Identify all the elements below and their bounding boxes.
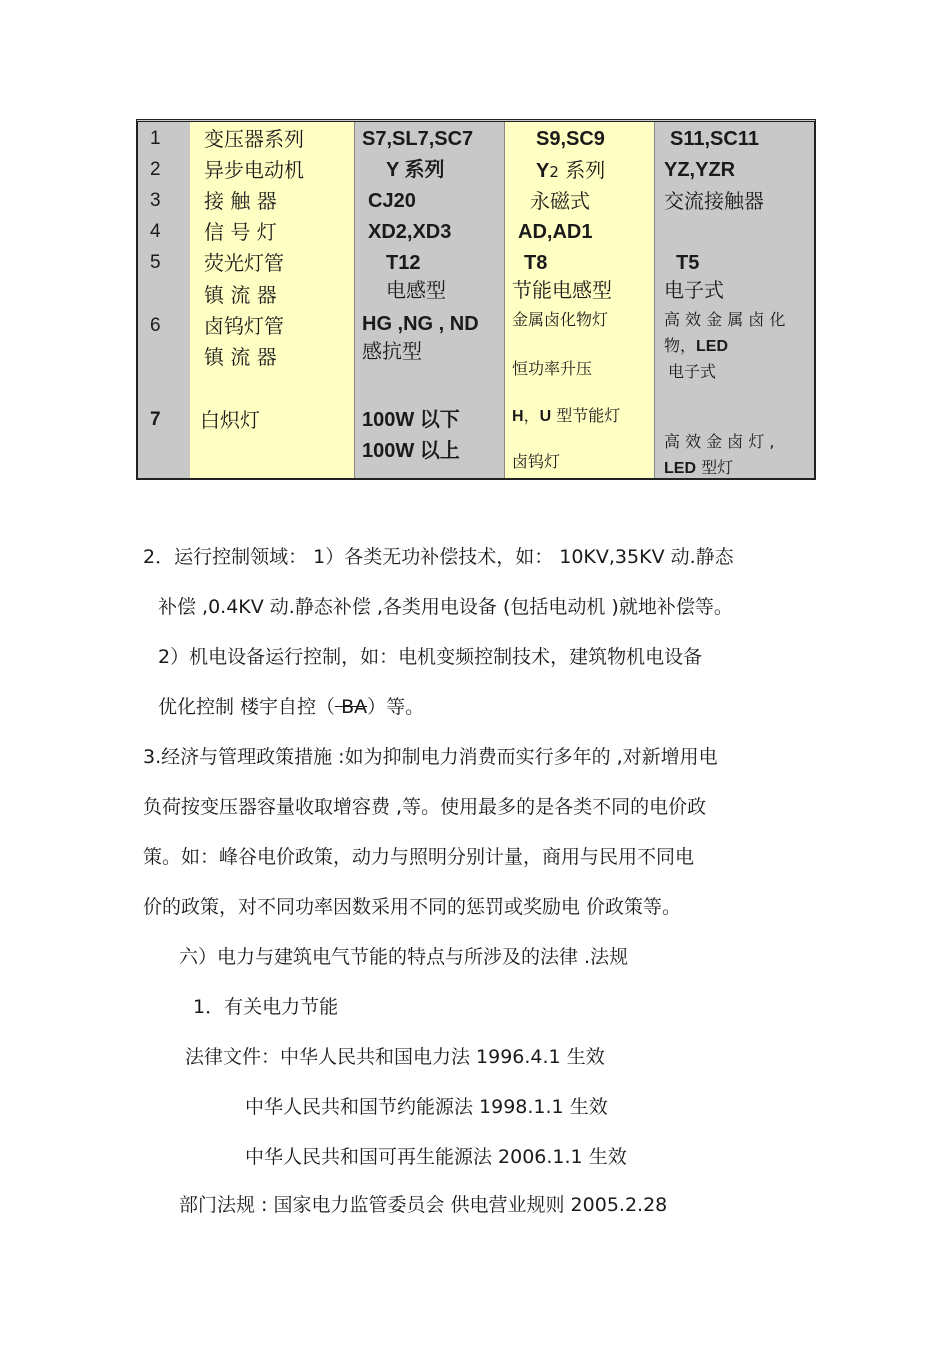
law-line1: 法律文件：中华人民共和国电力法 1996.4.1 生效 — [185, 1046, 605, 1068]
cell-old: 100W 以下 — [362, 409, 460, 431]
cell-mid: 金属卤化物灯 — [512, 310, 609, 329]
para-control-line1: 2．运行控制领域： 1）各类无功补偿技术，如： 10KV,35KV 动.静态 — [143, 546, 734, 568]
cell-old-sub: 100W 以上 — [362, 440, 460, 462]
cell-new-led: LED — [664, 460, 696, 477]
cell-mid — [512, 405, 620, 428]
cell-new-sub: 电子式 — [664, 278, 724, 302]
cell-new: T5 — [676, 252, 700, 274]
cell-mid: S9,SC9 — [536, 128, 605, 150]
cell-new-sub — [664, 335, 728, 358]
law-line2: 中华人民共和国节约能源法 1998.1.1 生效 — [245, 1096, 608, 1118]
row-name: 荧光灯管 — [204, 251, 284, 275]
row-name: 卤钨灯管 — [204, 314, 284, 338]
row-number: 2 — [150, 159, 161, 180]
para-control-line4-a: 优化控制 楼宇自控（ — [158, 696, 336, 718]
cell-old-sub: 电感型 — [386, 278, 446, 302]
divider — [654, 122, 655, 478]
cell-old-sub: 感抗型 — [362, 339, 422, 363]
cell-new-sub2: 电子式 — [668, 362, 717, 381]
row-name: 信 号 灯 — [204, 220, 277, 244]
cell-mid-sub: 卤钨灯 — [512, 452, 561, 471]
cell-old: T12 — [386, 252, 421, 274]
cell-old: HG ,NG , ND — [362, 313, 479, 335]
cell-new-sub-led: LED — [696, 338, 729, 355]
cell-new-sub-text: 物， — [664, 336, 697, 355]
para-control-line3: 2）机电设备运行控制，如：电机变频控制技术，建筑物机电设备 — [158, 646, 703, 668]
cell-old: S7,SL7,SC7 — [362, 128, 474, 150]
row-number: 1 — [150, 128, 161, 149]
cell-mid-sub: 2 — [549, 163, 559, 181]
cell-new: 高 效 金 卤 灯 , — [664, 432, 775, 451]
row-name-sub: 镇 流 器 — [204, 345, 277, 369]
divider — [504, 122, 505, 478]
cell-mid-rest: 系列 — [558, 158, 606, 182]
row-number: 5 — [150, 252, 161, 273]
cell-new: 交流接触器 — [664, 189, 764, 213]
row-number: 3 — [150, 190, 161, 211]
cell-mid: 永磁式 — [530, 189, 590, 213]
para-control-line4-ba: BA — [335, 696, 368, 718]
para-control-line4 — [158, 693, 424, 721]
para-policy-line2: 负荷按变压器容量收取增容费 ,等。使用最多的是各类不同的电价政 — [143, 796, 707, 818]
row-name: 变压器系列 — [204, 127, 304, 151]
para-control-line2: 补偿 ,0.4KV 动.静态补偿 ,各类用电设备 (包括电动机 )就地补偿等。 — [158, 596, 733, 618]
cell-mid: AD,AD1 — [518, 221, 593, 243]
regulation-line: 部门法规 : 国家电力监管委员会 供电营业规则 2005.2.28 — [179, 1194, 668, 1216]
para-policy-line3: 策。如：峰谷电价政策，动力与照明分别计量，商用与民用不同电 — [143, 846, 695, 868]
row-name: 接 触 器 — [204, 189, 277, 213]
subsection-heading: 1．有关电力节能 — [193, 996, 339, 1018]
cell-mid-u: U — [539, 408, 552, 425]
para-policy-line1: 3.经济与管理政策措施 :如为抑制电力消费而实行多年的 ,对新增用电 — [143, 746, 718, 768]
cell-mid-h: H — [512, 408, 524, 425]
row-number: 7 — [150, 409, 161, 430]
section-heading: 六）电力与建筑电气节能的特点与所涉及的法律 .法规 — [179, 946, 629, 968]
cell-new-sub — [664, 457, 733, 480]
cell-mid-main: Y — [536, 160, 550, 182]
law-line3: 中华人民共和国可再生能源法 2006.1.1 生效 — [245, 1146, 627, 1168]
col-number-bg — [138, 122, 190, 478]
cell-old: XD2,XD3 — [368, 221, 452, 243]
cell-mid-rest: 型节能灯 — [551, 406, 621, 425]
row-name: 白炽灯 — [200, 408, 260, 432]
row-number: 6 — [150, 315, 161, 336]
cell-mid — [536, 157, 605, 185]
para-control-line4-c: ）等。 — [367, 696, 425, 718]
row-name-sub: 镇 流 器 — [204, 283, 277, 307]
cell-mid: T8 — [524, 252, 548, 274]
row-number: 4 — [150, 221, 161, 242]
equipment-table — [136, 119, 816, 480]
cell-mid-sep: ， — [523, 406, 540, 425]
cell-new: S11,SC11 — [670, 128, 759, 150]
cell-mid-sub: 恒功率升压 — [512, 359, 593, 378]
row-name: 异步电动机 — [204, 158, 304, 182]
para-policy-line4: 价的政策，对不同功率因数采用不同的惩罚或奖励电 价政策等。 — [143, 896, 682, 918]
cell-new: 高 效 金 属 卤 化 — [664, 310, 786, 329]
cell-new-rest: 型灯 — [696, 458, 734, 477]
divider — [354, 122, 355, 478]
cell-old: CJ20 — [368, 190, 416, 212]
cell-old: Y 系列 — [386, 159, 445, 181]
cell-mid-sub: 节能电感型 — [512, 278, 612, 302]
cell-new: YZ,YZR — [664, 159, 736, 181]
